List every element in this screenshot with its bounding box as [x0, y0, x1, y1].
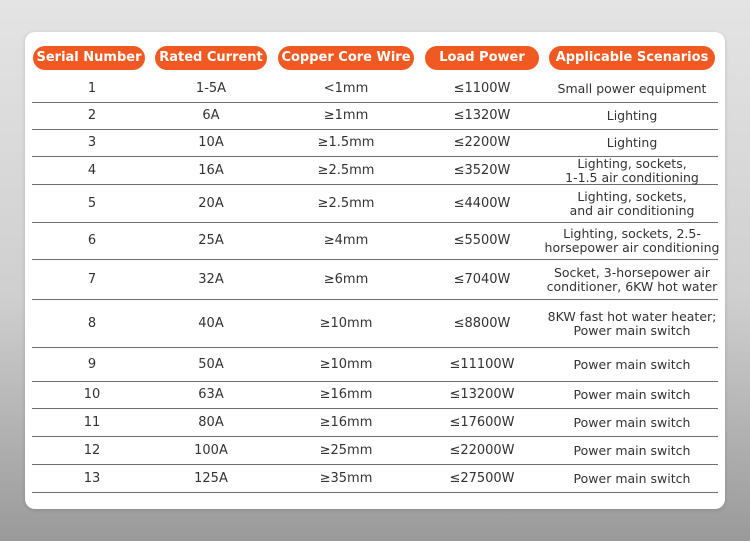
cell-serial-number: 13 [83, 470, 101, 486]
cell-applicable-scenarios: Power main switch [573, 414, 691, 430]
spec-table-card [25, 32, 725, 509]
table-row [32, 223, 718, 260]
cell-load-power: ≤2200W [453, 135, 511, 150]
cell-rated-current: 50A [198, 356, 224, 372]
cell-copper-core-wire: ≥1.5mm [317, 135, 375, 150]
table-row [32, 185, 718, 223]
cell-rated-current: 32A [198, 271, 224, 287]
cell-load-power: ≤22000W [449, 442, 515, 458]
cell-rated-current: 100A [194, 442, 228, 458]
cell-copper-core-wire: ≥2.5mm [317, 195, 375, 211]
table-row [32, 75, 718, 103]
cell-serial-number: 6 [87, 233, 97, 248]
cell-rated-current: 40A [198, 315, 224, 331]
cell-copper-core-wire: ≥16mm [319, 414, 373, 430]
table-row [32, 437, 718, 465]
cell-applicable-scenarios: Lighting, sockets, 2.5- horsepower air conditioning [544, 226, 720, 255]
cell-serial-number: 1 [87, 80, 97, 96]
cell-load-power: ≤4400W [453, 195, 511, 211]
cell-load-power: ≤1320W [453, 108, 511, 123]
header-copper-core-wire: Copper Core Wire [278, 46, 414, 70]
cell-load-power: ≤27500W [449, 470, 515, 486]
cell-applicable-scenarios: Lighting, sockets, 1-1.5 air conditioning [565, 155, 699, 185]
cell-copper-core-wire: ≥6mm [323, 271, 369, 287]
header-rated-current: Rated Current [155, 46, 267, 70]
table-row [32, 348, 718, 382]
table-row [32, 130, 718, 157]
header-load-power: Load Power [425, 46, 539, 70]
cell-load-power: ≤5500W [453, 233, 511, 248]
cell-applicable-scenarios: Power main switch [573, 356, 691, 372]
table-row [32, 103, 718, 130]
cell-rated-current: 80A [198, 414, 224, 430]
cell-load-power: ≤1100W [453, 80, 511, 96]
table-header [25, 46, 725, 70]
cell-copper-core-wire: ≥10mm [319, 315, 373, 331]
cell-serial-number: 5 [87, 195, 97, 211]
cell-load-power: ≤17600W [449, 414, 515, 430]
cell-rated-current: 6A [202, 108, 220, 123]
cell-serial-number: 2 [87, 108, 97, 123]
cell-serial-number: 11 [83, 414, 101, 430]
cell-rated-current: 125A [194, 470, 228, 486]
cell-copper-core-wire: ≥2.5mm [317, 162, 375, 178]
cell-rated-current: 16A [198, 162, 224, 178]
cell-load-power: ≤13200W [449, 387, 515, 402]
cell-copper-core-wire: ≥16mm [319, 387, 373, 402]
cell-load-power: ≤7040W [453, 271, 511, 287]
cell-serial-number: 9 [87, 356, 97, 372]
header-applicable-scenarios: Applicable Scenarios [549, 46, 715, 70]
cell-load-power: ≤11100W [449, 356, 515, 372]
cell-applicable-scenarios: Power main switch [573, 442, 691, 458]
header-serial-number: Serial Number [33, 46, 145, 70]
cell-applicable-scenarios: Lighting [606, 108, 658, 123]
cell-applicable-scenarios: Lighting [606, 135, 658, 150]
cell-serial-number: 4 [87, 162, 97, 178]
table-row [32, 382, 718, 409]
cell-copper-core-wire: <1mm [323, 80, 369, 96]
cell-load-power: ≤8800W [453, 315, 511, 331]
cell-applicable-scenarios: Small power equipment [557, 80, 707, 96]
cell-serial-number: 10 [83, 387, 101, 402]
table-row [32, 157, 718, 185]
cell-applicable-scenarios: Power main switch [573, 470, 691, 486]
cell-copper-core-wire: ≥10mm [319, 356, 373, 372]
cell-applicable-scenarios: 8KW fast hot water heater; Power main switch [547, 308, 717, 338]
cell-serial-number: 3 [87, 135, 97, 150]
table-row [32, 300, 718, 348]
cell-load-power: ≤3520W [453, 162, 511, 178]
cell-serial-number: 12 [83, 442, 101, 458]
cell-applicable-scenarios: Socket, 3-horsepower air conditioner, 6KW hot water [546, 264, 718, 294]
cell-rated-current: 20A [198, 195, 224, 211]
cell-copper-core-wire: ≥4mm [323, 233, 369, 248]
cell-serial-number: 8 [87, 315, 97, 331]
cell-serial-number: 7 [87, 271, 97, 287]
cell-rated-current: 25A [198, 233, 224, 248]
cell-copper-core-wire: ≥25mm [319, 442, 373, 458]
cell-applicable-scenarios: Power main switch [573, 387, 691, 402]
cell-copper-core-wire: ≥1mm [323, 108, 369, 123]
cell-rated-current: 1-5A [195, 80, 227, 96]
table-row [32, 260, 718, 300]
cell-copper-core-wire: ≥35mm [319, 470, 373, 486]
cell-rated-current: 63A [198, 387, 224, 402]
table-row [32, 465, 718, 493]
table-row [32, 409, 718, 437]
cell-applicable-scenarios: Lighting, sockets, and air conditioning [569, 188, 695, 218]
cell-rated-current: 10A [198, 135, 224, 150]
